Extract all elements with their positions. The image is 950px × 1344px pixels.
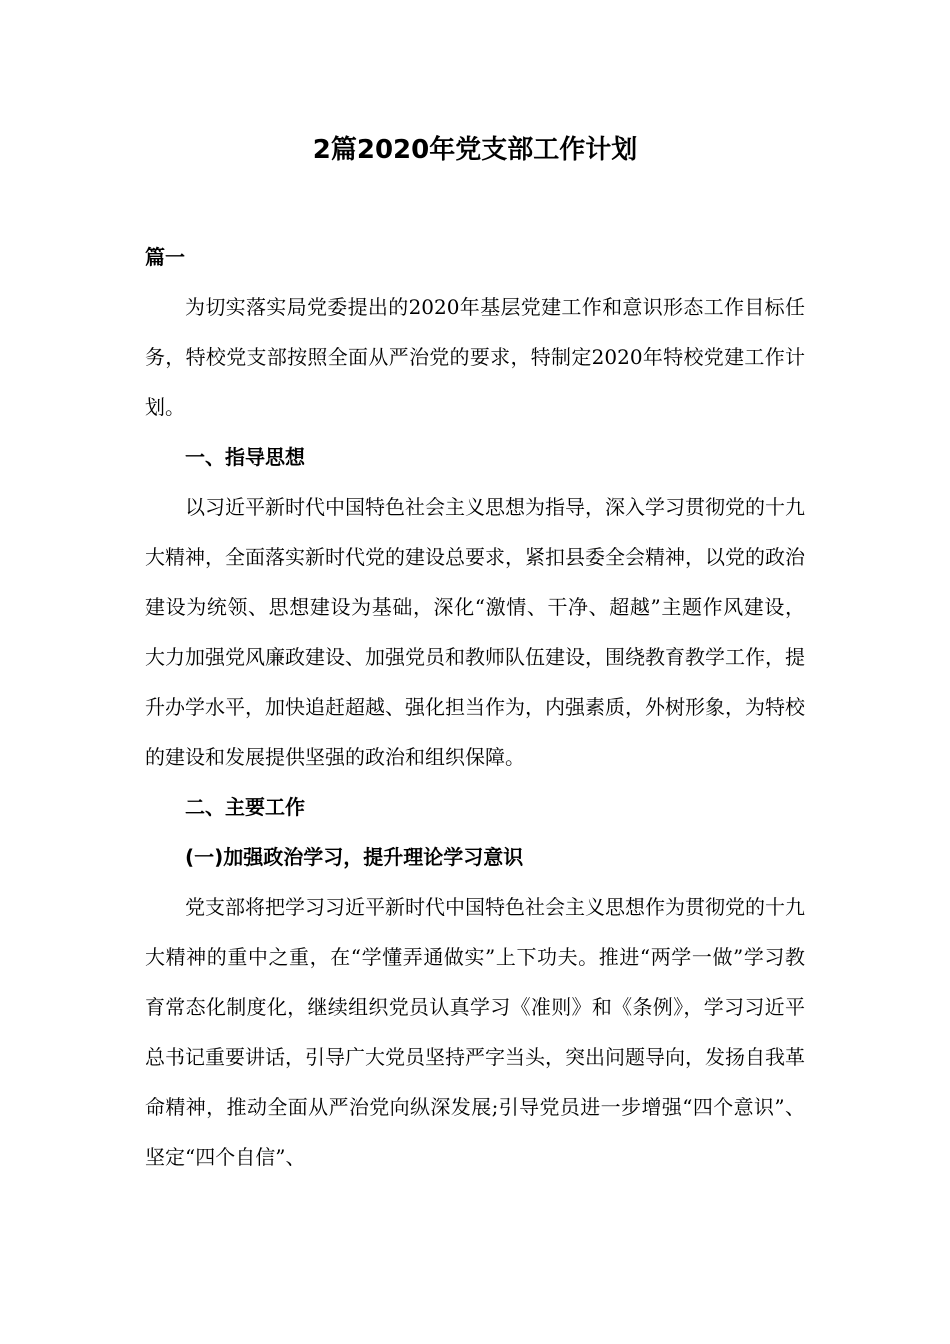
guiding-ideology-paragraph: 以习近平新时代中国特色社会主义思想为指导，深入学习贯彻党的十九大精神，全面落实新时代党的建设总要求，紧扣县委全会精神，以党的政治建设为统领、思想建设为基础，深化“激情、干净、超越”主题作风建设，大力加强党风廉政建设、加强党员和教师队伍建设，围绕教育教学工作，提升办学水平，加快追赶超越、强化担当作为，内强素质，外树形象，为特校的建设和发展提供坚强的政治和组织保障。 [145, 495, 805, 769]
political-study-paragraph: 党支部将把学习习近平新时代中国特色社会主义思想作为贯彻党的十九大精神的重中之重，在“学懂弄通做实”上下功夫。推进“两学一做”学习教育常态化制度化，继续组织党员认真学习《准则》和《条例》，学习习近平总书记重要讲话，引导广大党员坚持严字当头，突出问题导向，发扬自我革命精神，推动全面从严治党向纵深发展;引导党员进一步增强“四个意识”、坚定“四个自信”、 [145, 895, 805, 1169]
part-label: 篇一 [145, 245, 185, 269]
section-heading-guiding-ideology: 一、指导思想 [185, 445, 305, 469]
section-heading-main-work: 二、主要工作 [185, 795, 305, 819]
subsection-heading-political-study: (一)加强政治学习，提升理论学习意识 [185, 845, 524, 869]
document-body [145, 232, 805, 1182]
intro-paragraph: 为切实落实局党委提出的2020年基层党建工作和意识形态工作目标任务，特校党支部按照全面从严治党的要求，特制定2020年特校党建工作计划。 [145, 295, 805, 419]
document-title: 2篇2020年党支部工作计划 [312, 135, 638, 165]
